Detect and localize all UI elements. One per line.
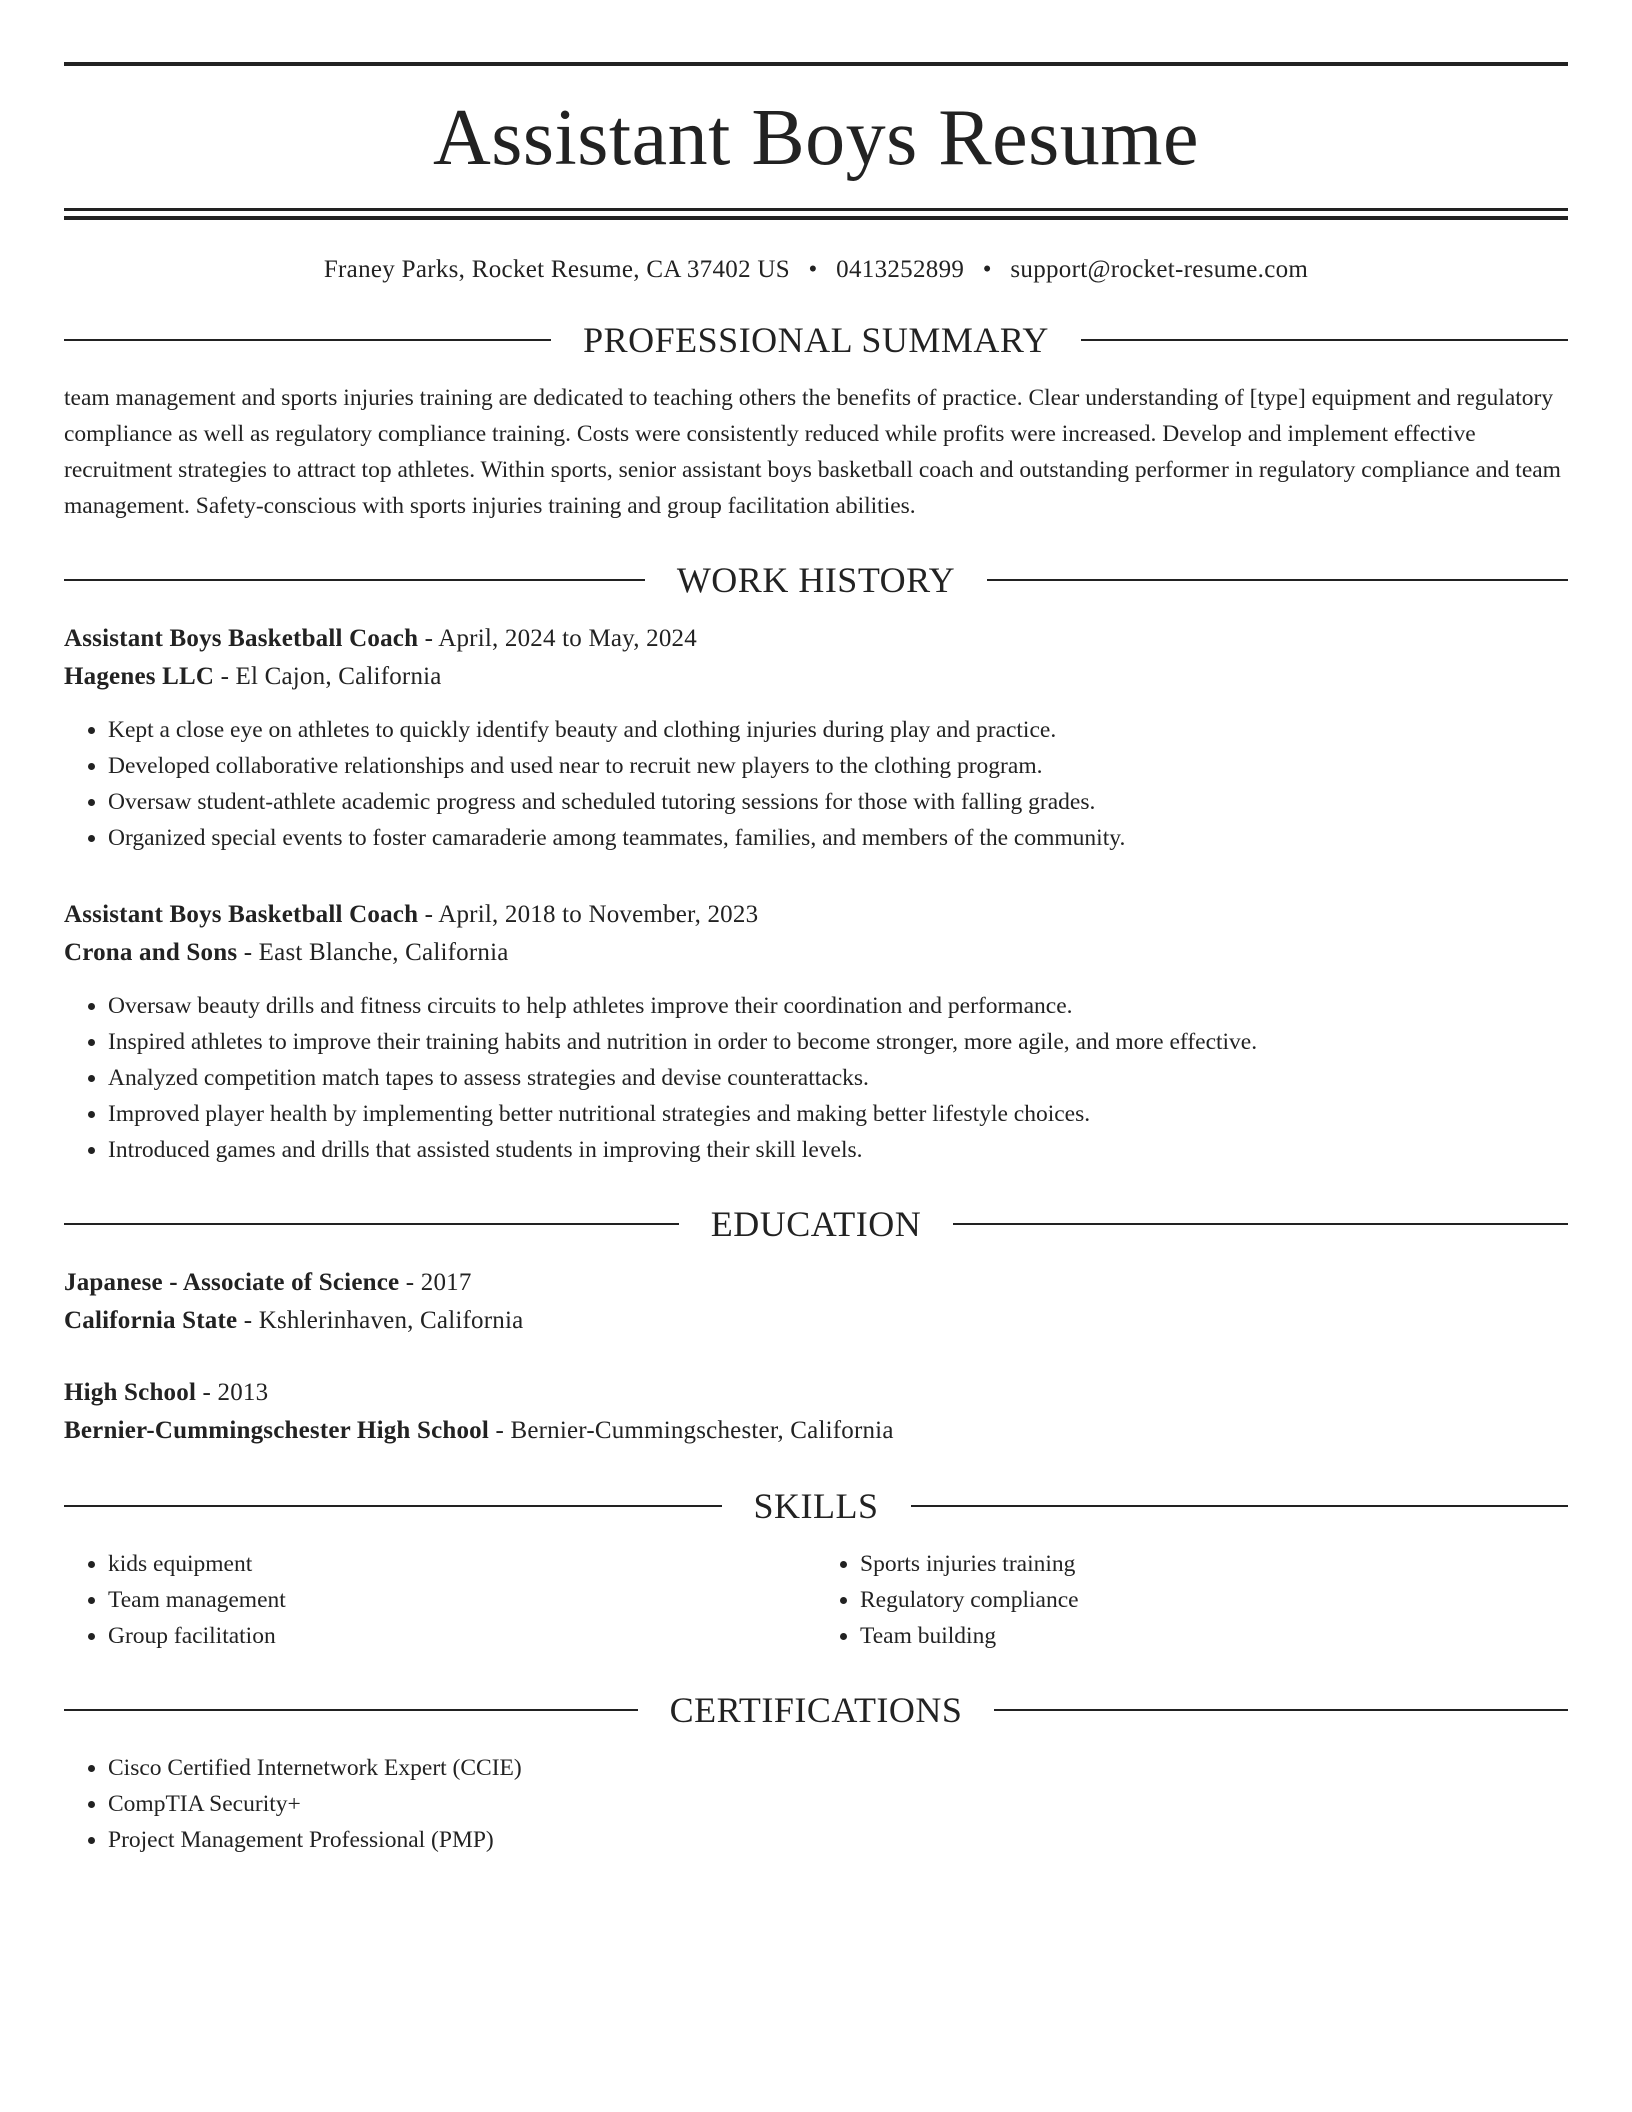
list-item: • Inspired athletes to improve their training habits and nutrition in order to become stronger, more agile, and more effective. [108,1024,1568,1060]
section-title: SKILLS [753,1486,879,1526]
skill-item: • Sports injuries training [860,1546,1568,1582]
section-rule [1081,339,1568,341]
section-rule [64,339,551,341]
list-item: • Oversaw beauty drills and fitness circuits to help athletes improve their coordination and performance. [108,988,1568,1024]
job-title: Assistant Boys Basketball Coach [64,625,419,652]
job-entry [64,896,1568,1168]
job-dates: - April, 2018 to November, 2023 [418,901,759,928]
education-year: - 2017 [399,1269,472,1296]
education-school: California State [64,1307,238,1334]
section-rule [64,579,645,581]
section-header-certifications [64,1692,1568,1728]
education-location: - Bernier-Cummingschester, California [489,1417,894,1444]
contact-separator: • [982,256,992,283]
certification-item: • Cisco Certified Internetwork Expert (CCIE) [108,1750,1568,1786]
job-bullets [64,988,1568,1168]
education-school-line [64,1412,1568,1450]
skill-item: • Team management [108,1582,816,1618]
section-rule [987,579,1568,581]
list-item: • Organized special events to foster camaraderie among teammates, families, and members of the community. [108,820,1568,856]
section-title: EDUCATION [710,1204,922,1244]
skill-item: • kids equipment [108,1546,816,1582]
job-company: Hagenes LLC [64,663,215,690]
section-rule [911,1505,1569,1507]
resume-page [64,0,1568,1858]
skill-item: • Regulatory compliance [860,1582,1568,1618]
job-dates: - April, 2024 to May, 2024 [418,625,697,652]
section-rule [994,1709,1568,1711]
list-item: • Developed collaborative relationships and used near to recruit new players to the clothing program. [108,748,1568,784]
job-location: - East Blanche, California [237,939,509,966]
summary-text: team management and sports injuries training are dedicated to teaching others the benefits of practice. Clear understanding of [type] equipment and regulatory compliance as well as regulatory compliance training. Costs were consistently reduced while profits were increased. Develop and implement effective recruitment strategies to attract top athletes. Within sports, senior assistant boys basketball coach and outstanding performer in regulatory compliance and team management. Safety-conscious with sports injuries training and group facilitation abilities. [64,385,1561,519]
contact-address: Franey Parks, Rocket Resume, CA 37402 US [323,256,790,283]
title-double-rule [64,208,1568,220]
skills-column-right [816,1546,1568,1654]
education-school: Bernier-Cummingschester High School [64,1417,490,1444]
list-item: • Introduced games and drills that assisted students in improving their skill levels. [108,1132,1568,1168]
education-entry [64,1374,1568,1450]
section-header-summary [64,322,1568,358]
education-location: - Kshlerinhaven, California [237,1307,524,1334]
skills-column-left [64,1546,816,1654]
certifications-list [64,1750,1568,1858]
list-item: • Analyzed competition match tapes to assess strategies and devise counterattacks. [108,1060,1568,1096]
job-entry [64,620,1568,856]
job-company-line [64,658,1568,696]
job-title-line [64,620,1568,658]
section-header-work-history [64,562,1568,598]
section-rule [953,1223,1568,1225]
job-location: - El Cajon, California [214,663,442,690]
contact-line [64,256,1568,284]
education-degree-line [64,1374,1568,1412]
contact-phone: 0413252899 [836,256,965,283]
education-degree: Japanese - Associate of Science [64,1269,400,1296]
section-title: CERTIFICATIONS [669,1690,963,1730]
section-rule [64,1709,638,1711]
top-rule [64,62,1568,66]
certification-item: • Project Management Professional (PMP) [108,1822,1568,1858]
education-entry [64,1264,1568,1340]
section-header-skills [64,1488,1568,1524]
education-year: - 2013 [196,1379,269,1406]
list-item: • Kept a close eye on athletes to quickly identify beauty and clothing injuries during play and practice. [108,712,1568,748]
job-title: Assistant Boys Basketball Coach [64,901,419,928]
list-item: • Oversaw student-athlete academic progress and scheduled tutoring sessions for those with falling grades. [108,784,1568,820]
section-rule [64,1223,679,1225]
contact-email: support@rocket-resume.com [1010,256,1309,283]
section-title: WORK HISTORY [676,560,956,600]
section-rule [64,1505,722,1507]
job-company: Crona and Sons [64,939,238,966]
resume-title: Assistant Boys Resume [432,94,1200,182]
job-bullets [64,712,1568,856]
education-degree-line [64,1264,1568,1302]
certification-item: • CompTIA Security+ [108,1786,1568,1822]
contact-separator: • [808,256,818,283]
education-school-line [64,1302,1568,1340]
education-degree: High School [64,1379,197,1406]
section-title: PROFESSIONAL SUMMARY [583,320,1049,360]
job-company-line [64,934,1568,972]
job-title-line [64,896,1568,934]
skills-list [64,1546,1568,1654]
skill-item: • Team building [860,1618,1568,1654]
skill-item: • Group facilitation [108,1618,816,1654]
section-header-education [64,1206,1568,1242]
list-item: • Improved player health by implementing better nutritional strategies and making better lifestyle choices. [108,1096,1568,1132]
